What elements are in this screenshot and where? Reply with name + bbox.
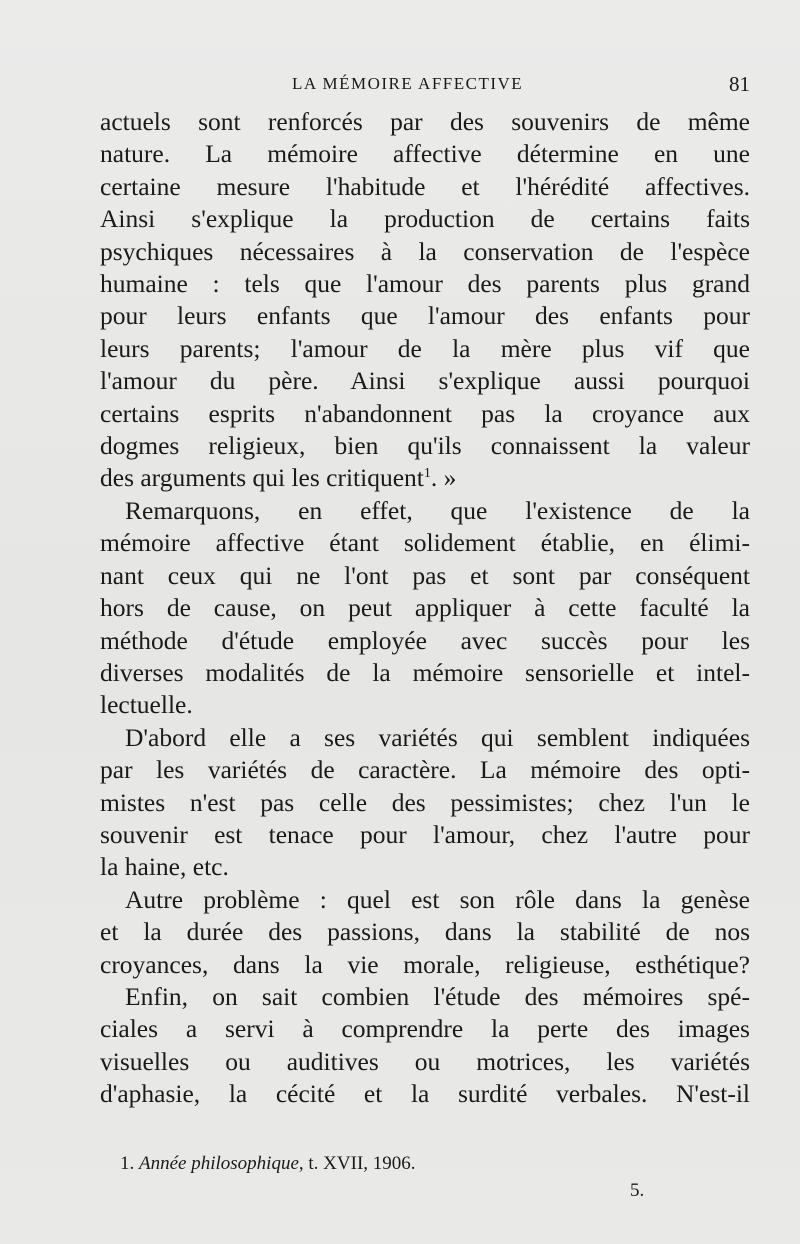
text-line: et la durée des passions, dans la stabilité de nos: [100, 917, 750, 947]
text-line: humaine : tels que l'amour des parents plus grand: [100, 269, 750, 299]
paragraph-1: [100, 106, 750, 495]
text-line-last: [100, 462, 750, 494]
text-line: dogmes religieux, bien qu'ils connaissent la valeur: [100, 431, 750, 461]
footnote: [120, 1153, 620, 1175]
text-fragment: . »: [430, 463, 457, 493]
text-line: leurs parents; l'amour de la mère plus vif que: [100, 333, 750, 363]
text-line: D'abord elle a ses variétés qui semblent indiquées: [125, 722, 750, 752]
running-title: LA MÉMOIRE AFFECTIVE: [292, 74, 524, 93]
paragraph-2: [100, 495, 750, 722]
text-line: mémoire affective étant solidement établie, en élimi-: [100, 528, 750, 558]
paragraph-4: [100, 884, 750, 981]
text-line: l'amour du père. Ainsi s'explique aussi pourquoi: [100, 366, 750, 396]
text-line-last: lectuelle.: [100, 690, 193, 720]
footnote-reference: 1: [423, 466, 431, 482]
text-line: par les variétés de caractère. La mémoire des opti-: [100, 755, 750, 785]
body-text: [100, 106, 750, 1111]
text-line: actuels sont renforcés par des souvenirs de même: [100, 107, 750, 136]
text-line-last: la haine, etc.: [100, 852, 229, 882]
paragraph-5: [100, 981, 750, 1111]
text-line: certains esprits n'abandonnent pas la croyance aux: [100, 398, 750, 428]
text-line: Remarquons, en effet, que l'existence de la: [125, 495, 750, 525]
footnote-title: Année philosophique: [139, 1153, 299, 1174]
text-line: hors de cause, on peut appliquer à cette faculté la: [100, 593, 750, 623]
running-head: [100, 74, 750, 102]
footnote-number: 1.: [120, 1153, 135, 1174]
text-line: d'aphasie, la cécité et la surdité verbales. N'est-il: [100, 1079, 750, 1109]
text-line: méthode d'étude employée avec succès pour les: [100, 625, 750, 655]
text-line: Enfin, on sait combien l'étude des mémoires spé-: [125, 981, 750, 1011]
text-line: visuelles ou auditives ou motrices, les variétés: [100, 1046, 750, 1076]
text-line: Ainsi s'explique la production de certains faits: [100, 204, 750, 234]
text-line: pour leurs enfants que l'amour des enfants pour: [100, 301, 750, 331]
text-line: nant ceux qui ne l'ont pas et sont par conséquent: [100, 560, 750, 590]
text-line: mistes n'est pas celle des pessimistes; chez l'un le: [100, 787, 750, 817]
text-line: souvenir est tenace pour l'amour, chez l'autre pour: [100, 819, 750, 849]
text-line: certaine mesure l'habitude et l'hérédité affectives.: [100, 171, 750, 201]
text-line: diverses modalités de la mémoire sensorielle et intel-: [100, 657, 750, 687]
text-line: nature. La mémoire affective détermine en une: [100, 139, 750, 169]
text-fragment: des arguments qui les critiquent: [100, 463, 424, 493]
page-number: 81: [729, 72, 750, 96]
text-line: psychiques nécessaires à la conservation de l'espèce: [100, 236, 750, 266]
text-line: croyances, dans la vie morale, religieuse, esthétique?: [100, 949, 750, 979]
signature-mark: 5.: [630, 1180, 645, 1201]
text-line: Autre problème : quel est son rôle dans la genèse: [125, 884, 750, 914]
text-line: ciales a servi à comprendre la perte des images: [100, 1014, 750, 1044]
paragraph-3: [100, 722, 750, 884]
footnote-citation: , t. XVII, 1906.: [298, 1153, 416, 1174]
